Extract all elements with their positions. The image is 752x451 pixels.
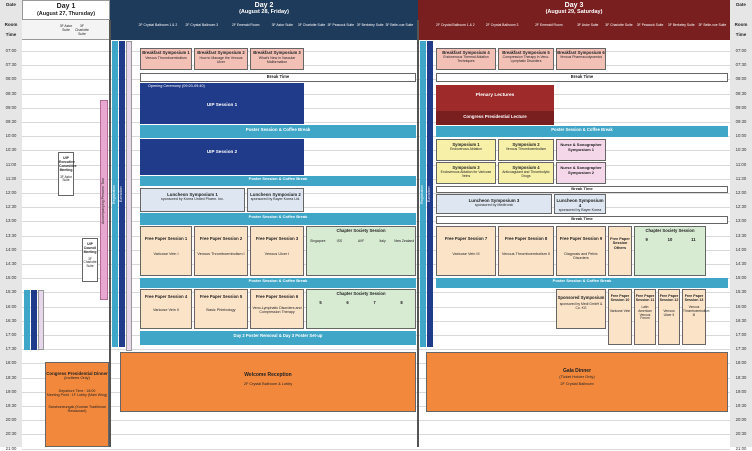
day2-poster-3[interactable] (140, 213, 416, 225)
day3-fp8-title: Free Paper Session 8 (504, 236, 548, 241)
day3-chapter[interactable] (634, 226, 706, 276)
day3-room-4: 3F Astor Suite (577, 23, 599, 27)
time-tick: 10:00 (735, 133, 747, 139)
day3-sym3-title: Symposium 3 (452, 165, 480, 170)
time-tick: 20:30 (735, 431, 747, 437)
day2-chapter-nz: New Zealand (394, 238, 415, 243)
time-tick: 16:30 (5, 317, 17, 323)
day3-lunch3-title: Luncheon Symposium 3 (468, 198, 520, 203)
day2-removal-label: Day 2 Poster Removal & Day 3 Poster Set-up (233, 333, 323, 338)
time-tick: 12:30 (5, 204, 17, 210)
day3-sym2-title: Symposium 2 (512, 142, 540, 147)
day2-fp1-sub: Varicose Vein I (153, 251, 179, 256)
day3-breakfast-6[interactable] (556, 48, 606, 70)
day3-lunch-3[interactable] (436, 194, 552, 214)
day3-sponsored-sub: sponsored by Medi GmbH & Co. KG (559, 301, 603, 310)
day1-council-room: 3F Charlotte Suite (83, 256, 97, 269)
day2-fp-2[interactable] (194, 226, 248, 276)
day3-fp-9[interactable] (556, 226, 606, 276)
time-tick: 09:00 (5, 104, 17, 110)
date-label-right: Date (736, 2, 746, 7)
day2-room-4: 3F Astor Suite (271, 23, 293, 27)
time-tick: 15:30 (735, 289, 747, 295)
day2-breakfast-3[interactable] (250, 48, 304, 70)
day3-registration-label: Registration (420, 184, 424, 204)
time-tick: 17:00 (5, 332, 17, 337)
day3-fp12-title: Free Paper Session 12 (659, 294, 679, 303)
day2-poster-1[interactable] (140, 125, 416, 138)
day3-fp-7[interactable] (436, 226, 496, 276)
day2-fp5-title: Free Paper Session 5 (199, 294, 243, 299)
time-column-left (0, 0, 22, 451)
day1-dinner-meet: Meeting Point : 1F Lobby (Main Wing) (46, 392, 108, 397)
time-label: Time (5, 32, 17, 37)
day3-room-8: 3F Belle-vue Suite (698, 23, 727, 27)
time-tick: 21:00 (735, 445, 747, 451)
day2-room-row (110, 20, 418, 40)
day3-break3-label: Break Time (571, 216, 593, 221)
time-tick: 07:30 (735, 62, 747, 68)
day3-room-2: 2F Crystal Ballroom 3 (485, 23, 519, 27)
day2-fp-3[interactable] (250, 226, 304, 276)
time-tick: 19:00 (735, 388, 747, 394)
day2-uip1-title: UIP Session 1 (206, 102, 238, 107)
time-tick: 11:00 (5, 161, 17, 167)
day3-date: (August 29, Saturday) (545, 9, 603, 15)
day1-date: (August 27, Thursday) (36, 11, 96, 18)
day2-rooms (136, 24, 414, 36)
day2-bs1-sub: Venous Thromboembolism (145, 55, 187, 60)
day3-gala-sub: (Ticket Holder Only) (559, 373, 595, 379)
day3-sym3-sub: Endovenous Ablation for Varicose Veins (440, 169, 492, 178)
time-tick: 18:00 (735, 360, 747, 366)
day1-exec-committee[interactable] (58, 152, 77, 196)
day3-break2-label: Break Time (571, 186, 593, 191)
time-tick: 09:30 (735, 119, 747, 124)
day2-fp2-sub: Venous Thromboembolism I (197, 251, 245, 256)
time-tick: 16:30 (735, 317, 747, 323)
day3-poster-2[interactable] (436, 278, 728, 288)
day3-sponsored-title: Sponsored Symposium (557, 295, 605, 300)
time-tick: 08:30 (735, 90, 747, 96)
day2-fp3-sub: Venous Ulcer I (264, 251, 290, 256)
day2-date: (August 28, Friday) (239, 9, 289, 15)
time-tick: 21:00 (5, 445, 17, 451)
day1-council[interactable] (82, 238, 98, 282)
day3-symposium-3[interactable] (436, 162, 496, 184)
day1-room-charlotte: 3F Charlotte Suite (75, 24, 89, 36)
time-tick: 07:30 (5, 62, 17, 68)
day2-chapter-6: 6 (346, 299, 349, 305)
time-tick: 15:30 (5, 289, 17, 295)
day2-bs1-title: Breakfast Symposium 1 (142, 50, 190, 55)
day3-fp-10[interactable] (608, 289, 632, 345)
time-gridline (22, 420, 730, 421)
day3-fp13-sub: Venous Thromboembolism III (683, 305, 710, 317)
day3-plenary-title: Plenary Lectures (475, 93, 515, 98)
day2-chapter2-cols (307, 301, 415, 306)
day2-room-1: 2F Crystal Ballroom 1 & 2 (138, 23, 178, 27)
day3-fp-11[interactable] (634, 289, 656, 345)
day3-fp10-sub: Varicose Vein (609, 309, 631, 314)
day3-lunch4-title: Luncheon Symposium 4 (556, 198, 604, 209)
time-tick: 12:30 (735, 204, 747, 210)
time-column-right (730, 0, 752, 451)
day2-registration-label: Registration (112, 184, 116, 204)
day3-fp9-title: Free Paper Session 9 (559, 236, 603, 241)
day2-poster4-label: Poster Session & Coffee Break (248, 278, 308, 283)
day2-breakfast-2[interactable] (194, 48, 248, 70)
time-label-right: Time (735, 32, 747, 37)
day2-welcome-reception[interactable] (120, 352, 416, 412)
day1-faculty[interactable] (38, 290, 44, 350)
time-tick: 12:00 (5, 190, 17, 195)
time-tick: 19:00 (5, 388, 17, 394)
day3-fp-12[interactable] (658, 289, 680, 345)
day2-chapter-7: 7 (373, 299, 376, 305)
date-label: Date (6, 2, 16, 7)
day2-fp4-title: Free Paper Session 4 (144, 294, 188, 299)
day3-fp13-title: Free Paper Session 13 (684, 294, 704, 303)
time-tick: 13:30 (735, 232, 747, 238)
day3-fp11-title: Free Paper Session 11 (635, 294, 655, 303)
day1-presidential-dinner[interactable] (45, 362, 109, 447)
day3-poster-1[interactable] (436, 126, 728, 137)
time-tick: 15:00 (735, 275, 747, 281)
time-tick: 08:30 (5, 90, 17, 96)
time-tick: 16:00 (5, 303, 17, 309)
day2-chapter-singapore: Singapore (310, 238, 326, 243)
day2-poster-2[interactable] (140, 176, 416, 186)
day3-break-1 (436, 73, 728, 82)
day3-symposium-1[interactable] (436, 139, 496, 161)
day3-room-7: 3F Berkeley Suite (667, 23, 695, 27)
day3-chapter-title: Chapter Society Session (645, 228, 695, 233)
time-tick: 13:00 (5, 218, 17, 224)
time-tick: 13:30 (5, 232, 17, 238)
day3-fp9-sub: Diagnosis and Pelvic Disorders (564, 251, 598, 260)
day2-fp5-sub: Basic Phlebology (206, 307, 236, 312)
day2-opening[interactable] (140, 83, 304, 92)
day2-bs2-title: Breakfast Symposium 2 (197, 50, 245, 55)
day1-title: Day 1 (56, 3, 76, 10)
time-tick: 09:30 (5, 119, 17, 124)
day3-sponsored[interactable] (556, 289, 606, 329)
day2-header (110, 0, 418, 20)
time-tick: 18:30 (735, 374, 747, 380)
day2-fp6-sub: Veno-Lymphatic Disorders and Compression Therapy (252, 305, 302, 314)
day2-fp1-title: Free Paper Session 1 (144, 236, 188, 241)
day2-fp-4[interactable] (140, 289, 192, 329)
day3-rooms (432, 24, 728, 36)
day2-breakfast-1[interactable] (140, 48, 192, 70)
day3-exhibition-label: Exhibition (427, 186, 431, 202)
day1-tour-label: Accompanying Persons' Tour (101, 177, 105, 225)
time-tick: 18:00 (5, 360, 17, 366)
time-tick: 14:30 (5, 261, 17, 266)
time-tick: 07:00 (5, 48, 17, 53)
day3-nurse-1[interactable] (556, 139, 606, 161)
time-tick: 20:30 (5, 431, 17, 437)
day3-sym2-sub: Venous Thromboembolism (505, 146, 547, 151)
day2-fp-5[interactable] (194, 289, 248, 329)
day3-exhibition-bar[interactable] (427, 41, 433, 347)
day2-registration-bar[interactable] (112, 41, 118, 347)
day3-bs5-sub: Compression Therapy in Veno-Lymphatic Disorders (502, 54, 550, 63)
day1-council-title: UIP Council Meeting (83, 242, 97, 254)
time-tick: 19:30 (5, 403, 17, 408)
day2-break-1-label: Break Time (266, 74, 290, 79)
day2-room-6: 3F Peacock Suite (327, 23, 355, 27)
day1-registration[interactable] (24, 290, 30, 350)
day3-fp-others[interactable] (608, 226, 632, 276)
day3-sym4-title: Symposium 4 (512, 165, 540, 170)
day3-room-3: 2F Emerald Room (535, 23, 563, 27)
day3-fp12-sub: Venous Ulcer II (663, 309, 675, 318)
day3-chapter-cols (635, 238, 705, 243)
day3-symposium-4[interactable] (498, 162, 554, 184)
day3-poster1-label: Poster Session & Coffee Break (551, 127, 613, 132)
day2-poster1-label: Poster Session & Coffee Break (245, 127, 311, 132)
day3-nurse1-title: Nurse & Sonographer Symposium 1 (560, 142, 602, 152)
day3-fp-8[interactable] (498, 226, 554, 276)
time-tick: 14:00 (5, 246, 17, 252)
day3-nurse-2[interactable] (556, 162, 606, 184)
time-tick: 09:00 (735, 104, 747, 110)
day1-exec-title: UIP Executive Committee Meeting (59, 156, 77, 172)
day3-registration-bar[interactable] (420, 41, 426, 347)
day3-gala-dinner[interactable] (426, 352, 728, 412)
day2-bs3-sub: What's New in Vascular Malformation (258, 55, 296, 64)
day2-day3-divider (417, 20, 419, 447)
day3-room-5: 3F Charlotte Suite (605, 23, 633, 27)
day3-breakfast-5[interactable] (498, 48, 554, 70)
time-tick: 10:30 (735, 147, 747, 153)
day2-lunch2-title: Luncheon Symposium 2 (250, 192, 301, 197)
time-tick: 18:30 (5, 374, 17, 380)
day1-room-row (22, 20, 110, 40)
day2-opening-label: Opening Ceremony (09:20-09:40) (148, 84, 205, 88)
day2-chapter1-cols (307, 240, 415, 244)
day1-exhibition[interactable] (31, 290, 37, 350)
day3-fp10-title: Free Paper Session 10 (610, 294, 630, 303)
day1-tour[interactable] (100, 100, 108, 300)
day3-fp11-sub: Latin American Venous Forum (638, 305, 652, 321)
time-tick: 08:00 (735, 76, 747, 82)
day2-fp4-sub: Varicose Vein II (152, 307, 180, 312)
room-label-right: Room (734, 22, 748, 27)
day2-fp6-title: Free Paper Session 6 (255, 294, 299, 299)
time-tick: 20:00 (735, 417, 747, 423)
day3-room-1: 2F Crystal Ballroom 1 & 2 (436, 23, 475, 27)
day3-title: Day 3 (564, 2, 584, 9)
time-tick: 11:30 (735, 175, 747, 181)
day2-room-3: 2F Emerald Room (231, 23, 260, 27)
day3-fp-others-title: Free Paper Session Others (610, 237, 630, 250)
day2-room-8: 3F Belle-vue Suite (385, 23, 414, 27)
day3-poster2-label: Poster Session & Coffee Break (552, 278, 612, 283)
time-tick: 10:00 (5, 133, 17, 139)
time-tick: 20:00 (5, 417, 17, 423)
day2-bs3-title: Breakfast Symposium 3 (253, 50, 301, 55)
time-tick: 15:00 (5, 275, 17, 281)
time-tick: 17:00 (735, 332, 747, 337)
day2-room-5: 3F Charlotte Suite (297, 23, 326, 27)
day3-lunch-4[interactable] (554, 194, 606, 214)
day2-fp-1[interactable] (140, 226, 192, 276)
day3-gala-title: Gala Dinner (562, 368, 592, 374)
time-tick: 14:00 (735, 246, 747, 252)
day3-break-3 (436, 216, 728, 224)
day2-poster2-label: Poster Session & Coffee Break (248, 176, 308, 181)
day2-chapter-italy: Italy (379, 238, 386, 243)
day2-lunch-1[interactable] (140, 188, 245, 212)
day2-chapter-5: 5 (319, 299, 322, 305)
time-tick: 16:00 (735, 303, 747, 309)
day3-breakfast-4[interactable] (436, 48, 496, 70)
day2-faculty-bar[interactable] (126, 41, 132, 351)
time-tick: 17:30 (735, 346, 747, 352)
day3-sym4-sub: Anticoagulant and Thrombolytic Drugs (502, 169, 550, 178)
day2-chapter-1[interactable] (306, 226, 416, 276)
day2-lunch-2[interactable] (247, 188, 304, 212)
time-tick: 11:00 (735, 161, 747, 167)
day3-sym1-title: Symposium 1 (452, 142, 480, 147)
time-tick: 10:30 (5, 147, 17, 153)
day3-break-2 (436, 186, 728, 193)
day3-bs5-title: Breakfast Symposium 5 (502, 50, 550, 55)
day2-uip2-title: UIP Session 2 (206, 149, 238, 154)
day2-exhibition-label: Exhibition (119, 186, 123, 202)
time-gridline (22, 434, 730, 435)
day1-header (22, 0, 110, 20)
day3-fp7-title: Free Paper Session 7 (444, 236, 488, 241)
day1-dinner-depart: Departure Time : 18:00 (58, 388, 96, 393)
day2-uip-2[interactable] (140, 139, 304, 175)
day3-lunch4-sub: sponsored by Bayer Korea (558, 208, 602, 213)
day2-lunch1-title: Luncheon Symposium 1 (167, 192, 218, 197)
day2-chapter-2[interactable] (306, 289, 416, 329)
day1-day2-divider (109, 20, 111, 447)
day3-presidential-title: Congress Presidential Lecture (463, 114, 527, 119)
day2-chapter1-title: Chapter Society Session (336, 228, 386, 233)
day2-chapter-8: 8 (400, 299, 403, 305)
day2-lunch1-sub: sponsored by Korea United Pharm. Inc. (161, 197, 224, 202)
day3-sym1-sub: Endovenous Ablation (450, 146, 482, 151)
day2-exhibition-bar[interactable] (119, 41, 125, 347)
day2-poster3-label: Poster Session & Coffee Break (248, 214, 308, 219)
day2-break-1 (140, 73, 416, 82)
day2-room-7: 3F Berkeley Suite (356, 23, 384, 27)
day3-header (418, 0, 730, 20)
time-tick: 13:00 (735, 218, 747, 224)
time-tick: 14:30 (735, 261, 747, 266)
day2-chapter-iss: ISS (336, 238, 343, 243)
day2-uip-1[interactable] (140, 92, 304, 124)
day3-presidential[interactable] (436, 111, 554, 125)
day3-bs6-sub: Venous Pharmacodynamics (559, 54, 603, 59)
day3-fp7-sub: Varicose Vein III (452, 251, 480, 256)
time-gridline (22, 449, 730, 450)
day2-chapter-avf: AVF (357, 238, 365, 243)
day3-chapter-10: 10 (667, 236, 673, 242)
day3-nurse2-title: Nurse & Sonographer Symposium 2 (560, 165, 602, 175)
day2-reception-title: Welcome Reception (244, 372, 292, 378)
day1-dinner-sub: (Invitees Only) (64, 375, 90, 381)
room-label: Room (4, 22, 18, 27)
day3-lunch3-sub: sponsored by Medtronic (474, 203, 514, 208)
day3-room-row (418, 20, 730, 40)
day2-poster-removal[interactable] (140, 331, 416, 345)
day2-poster-4[interactable] (140, 278, 416, 288)
day3-break1-label: Break Time (570, 74, 594, 79)
day1-room-astor: 3F Astor Suite (59, 24, 73, 32)
day3-chapter-9: 9 (645, 236, 648, 242)
day3-bs6-title: Breakfast Symposium 6 (557, 50, 605, 55)
day3-room-6: 3F Peacock Suite (636, 23, 664, 27)
day1-dinner-title: Congress Presidential Dinner (46, 371, 108, 376)
day2-fp3-title: Free Paper Session 3 (255, 236, 299, 241)
day3-symposium-2[interactable] (498, 139, 554, 161)
day2-fp-6[interactable] (250, 289, 304, 329)
time-tick: 12:00 (735, 190, 747, 195)
day3-fp8-sub: Venous Thromboembolism II (501, 251, 551, 256)
day2-reception-room: 2F Crystal Ballroom & Lobby (243, 381, 293, 386)
day1-exec-room: 3F Astor Suite (60, 174, 72, 183)
time-tick: 07:00 (735, 48, 747, 53)
day2-lunch2-sub: sponsored by Bayer Korea Ltd. (250, 197, 301, 202)
day1-dinner-venue: Sanchoneungak (Korean Traditional Restaurant) (48, 404, 106, 414)
day3-bs4-title: Breakfast Symposium 4 (442, 50, 490, 55)
day2-bs2-sub: How to Manage the Venous Ulcer (199, 55, 243, 64)
day3-bs4-sub: Endovenous Thermal Ablation Techniques (443, 54, 489, 63)
day2-chapter2-title: Chapter Society Session (336, 291, 386, 296)
time-tick: 08:00 (5, 76, 17, 82)
day3-fp-13[interactable] (682, 289, 710, 345)
time-tick: 11:30 (5, 175, 17, 181)
day3-gala-room: 2F Crystal Ballroom (560, 382, 594, 387)
time-tick: 19:30 (735, 403, 747, 408)
time-tick: 17:30 (5, 346, 17, 352)
day3-plenary[interactable] (436, 85, 554, 111)
day2-fp2-title: Free Paper Session 2 (199, 236, 243, 241)
day2-title: Day 2 (254, 2, 274, 9)
day2-room-2: 2F Crystal Ballroom 3 (185, 23, 219, 27)
day3-chapter-11: 11 (691, 236, 696, 242)
